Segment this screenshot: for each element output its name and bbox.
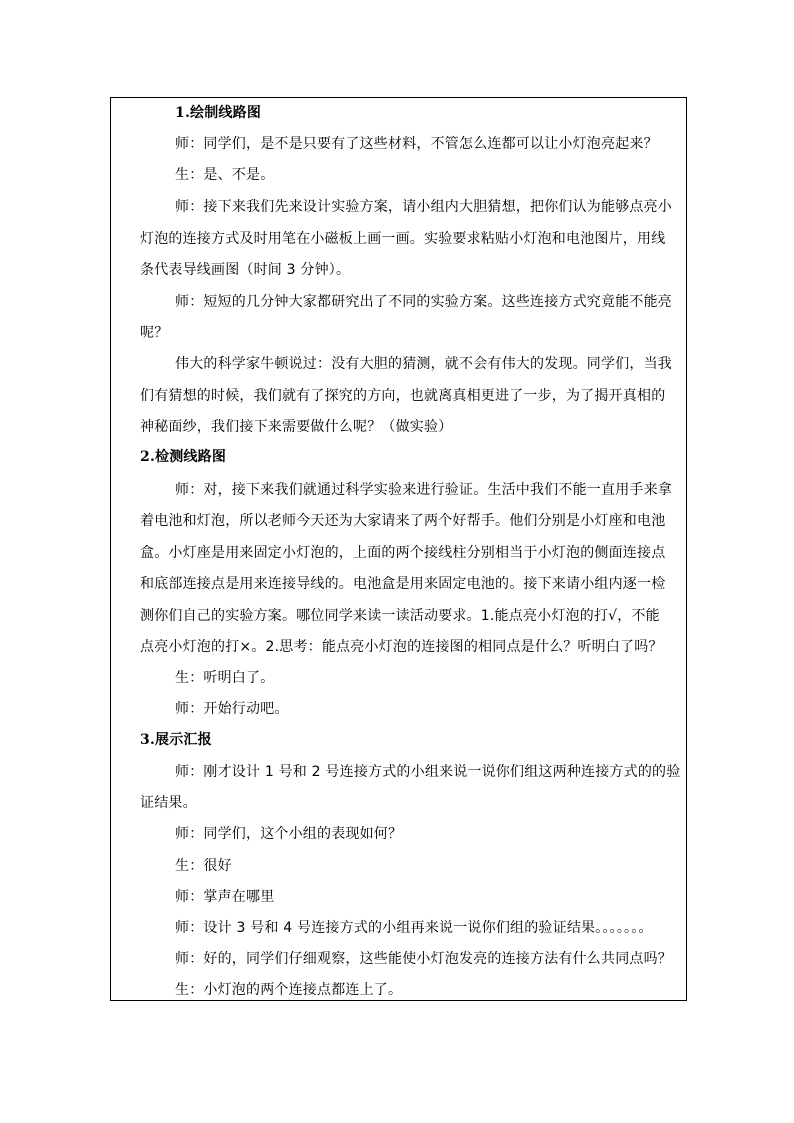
section-heading-draw-circuit: 1.绘制线路图 [175,105,262,121]
paragraph-line: 和底部连接点是用来连接导线的。电池盒是用来固定电池的。接下来请小组内逐一检 [140,576,666,592]
paragraph-line: 神秘面纱，我们接下来需要做什么呢？（做实验） [140,419,453,435]
paragraph-line: 条代表导线画图（时间 3 分钟）。 [140,262,351,278]
paragraph-line: 师：短短的几分钟大家都研究出了不同的实验方案。这些连接方式究竟能不能亮 [175,294,672,310]
paragraph-line: 盒。小灯座是用来固定小灯泡的，上面的两个接线柱分别相当于小灯泡的侧面连接点 [140,545,666,561]
paragraph-line: 生：很好 [175,858,232,874]
paragraph-line: 着电池和灯泡，所以老师今天还为大家请来了两个好帮手。他们分别是小灯座和电池 [140,513,666,529]
paragraph-line: 伟大的科学家牛顿说过：没有大胆的猜测，就不会有伟大的发现。同学们，当我 [175,356,672,372]
paragraph-line: 师：同学们，是不是只要有了这些材料，不管怎么连都可以让小灯泡亮起来？ [175,136,658,152]
paragraph-line: 证结果。 [140,795,197,811]
paragraph-line: 师：好的，同学们仔细观察，这些能使小灯泡发亮的连接方法有什么共同点吗？ [175,951,672,967]
paragraph-line: 测你们自己的实验方案。哪位同学来读一读活动要求。1.能点亮小灯泡的打√，不能 [140,608,660,624]
paragraph-line: 师：对，接下来我们就通过科学实验来进行验证。生活中我们不能一直用手来拿 [175,482,672,498]
paragraph-line: 呢？ [140,325,169,341]
paragraph-line: 灯泡的连接方式及时用笔在小磁板上画一画。实验要求粘贴小灯泡和电池图片，用线 [140,231,666,247]
paragraph-line: 师：同学们，这个小组的表现如何？ [175,826,403,842]
paragraph-line: 生：是、不是。 [175,167,275,183]
paragraph-line: 师：掌声在哪里 [175,889,275,905]
section-heading-test-circuit: 2.检测线路图 [140,449,227,465]
paragraph-line: 生：听明白了。 [175,670,275,686]
paragraph-line: 师：开始行动吧。 [175,701,289,717]
paragraph-line: 师：刚才设计 1 号和 2 号连接方式的小组来说一说你们组这两种连接方式的的验 [175,764,681,780]
paragraph-line: 们有猜想的时候，我们就有了探究的方向，也就离真相更进了一步，为了揭开真相的 [140,388,666,404]
section-heading-report: 3.展示汇报 [140,732,212,748]
paragraph-line: 点亮小灯泡的打×。2.思考：能点亮小灯泡的连接图的相同点是什么？听明白了吗？ [140,639,663,655]
paragraph-line: 师：接下来我们先来设计实验方案，请小组内大胆猜想，把你们认为能够点亮小 [175,199,672,215]
paragraph-line: 师：设计 3 号和 4 号连接方式的小组再来说一说你们组的验证结果。。。。。。。 [175,920,653,936]
paragraph-line: 生：小灯泡的两个连接点都连上了。 [175,982,403,998]
